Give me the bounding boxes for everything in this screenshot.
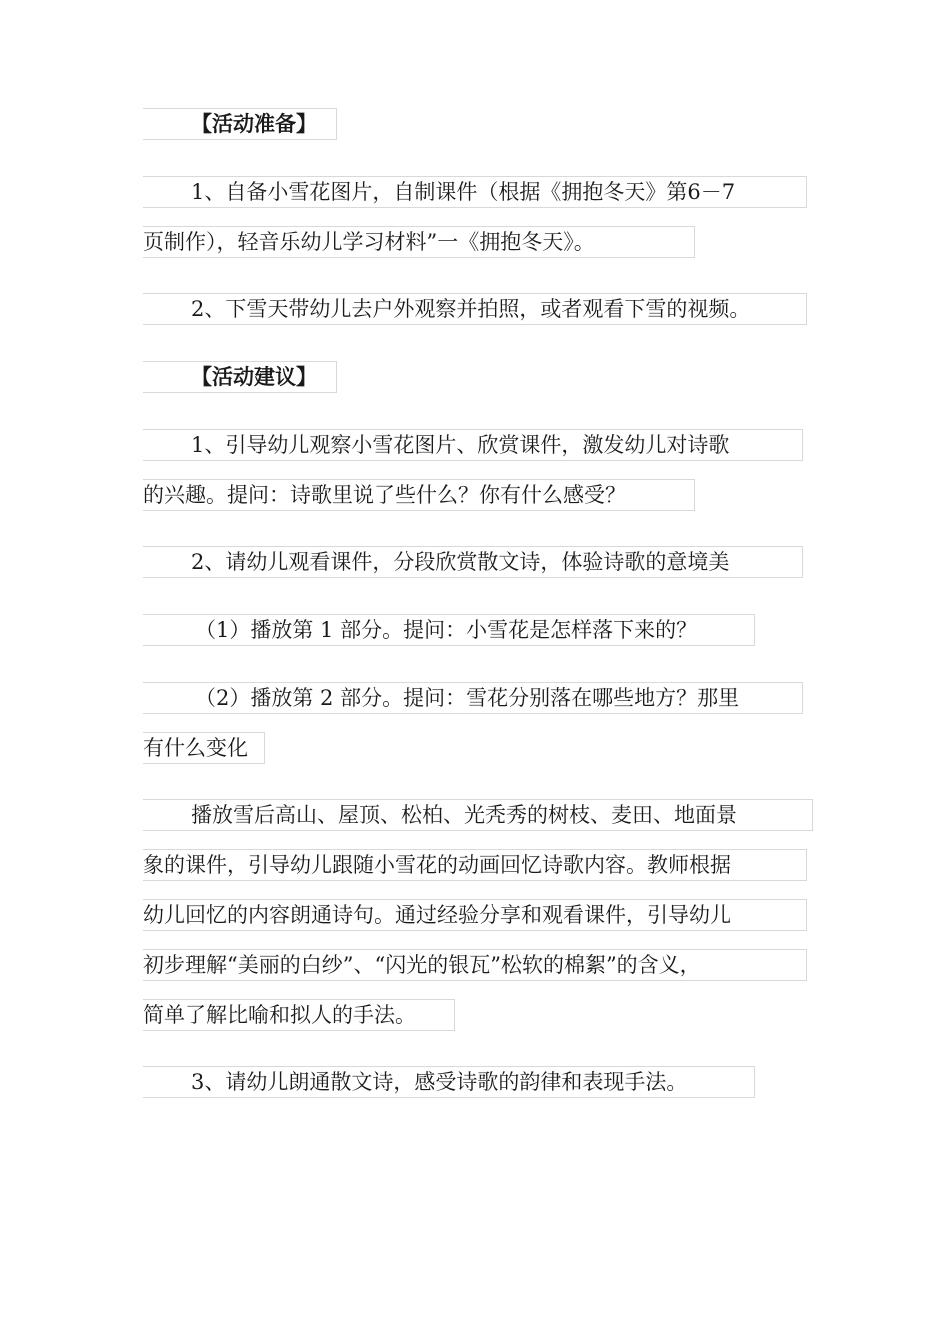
prep-item-1-line-2: 页制作），轻音乐幼儿学习材料”一《拥抱冬天》。 — [143, 226, 695, 258]
advice-item-2: 2、请幼儿观看课件，分段欣赏散文诗，体验诗歌的意境美 — [143, 546, 803, 578]
advice-item-1-line-1: 1、引导幼儿观察小雪花图片、欣赏课件，激发幼儿对诗歌 — [143, 429, 803, 461]
paragraph-line-1: 播放雪后高山、屋顶、松柏、光秃秀的树枝、麦田、地面景 — [143, 799, 813, 831]
section-heading-advice: 【活动建议】 — [143, 361, 337, 393]
section-heading-preparation: 【活动准备】 — [143, 108, 337, 140]
advice-item-2-sub-2-line-1: （2）播放第 2 部分。提问：雪花分别落在哪些地方？那里 — [143, 682, 803, 714]
advice-item-2-sub-1: （1）播放第 1 部分。提问：小雪花是怎样落下来的？ — [143, 614, 755, 646]
advice-item-2-sub-2-line-2: 有什么变化 — [143, 732, 265, 764]
prep-item-2: 2、下雪天带幼儿去户外观察并拍照，或者观看下雪的视频。 — [143, 293, 807, 325]
paragraph-line-2: 象的课件，引导幼儿跟随小雪花的动画回忆诗歌内容。教师根据 — [143, 849, 807, 881]
advice-item-3: 3、请幼儿朗通散文诗，感受诗歌的韵律和表现手法。 — [143, 1066, 755, 1098]
advice-item-1-line-2: 的兴趣。提问：诗歌里说了些什么？你有什么感受？ — [143, 479, 695, 511]
paragraph-line-4: 初步理解“美丽的白纱”、“闪光的银瓦”松软的棉絮”的含义， — [143, 949, 807, 981]
prep-item-1-line-1: 1、自备小雪花图片，自制课件（根据《拥抱冬天》第6－7 — [143, 176, 807, 208]
paragraph-line-5: 简单了解比喻和拟人的手法。 — [143, 999, 455, 1031]
paragraph-line-3: 幼儿回忆的内容朗通诗句。通过经验分享和观看课件，引导幼儿 — [143, 899, 807, 931]
